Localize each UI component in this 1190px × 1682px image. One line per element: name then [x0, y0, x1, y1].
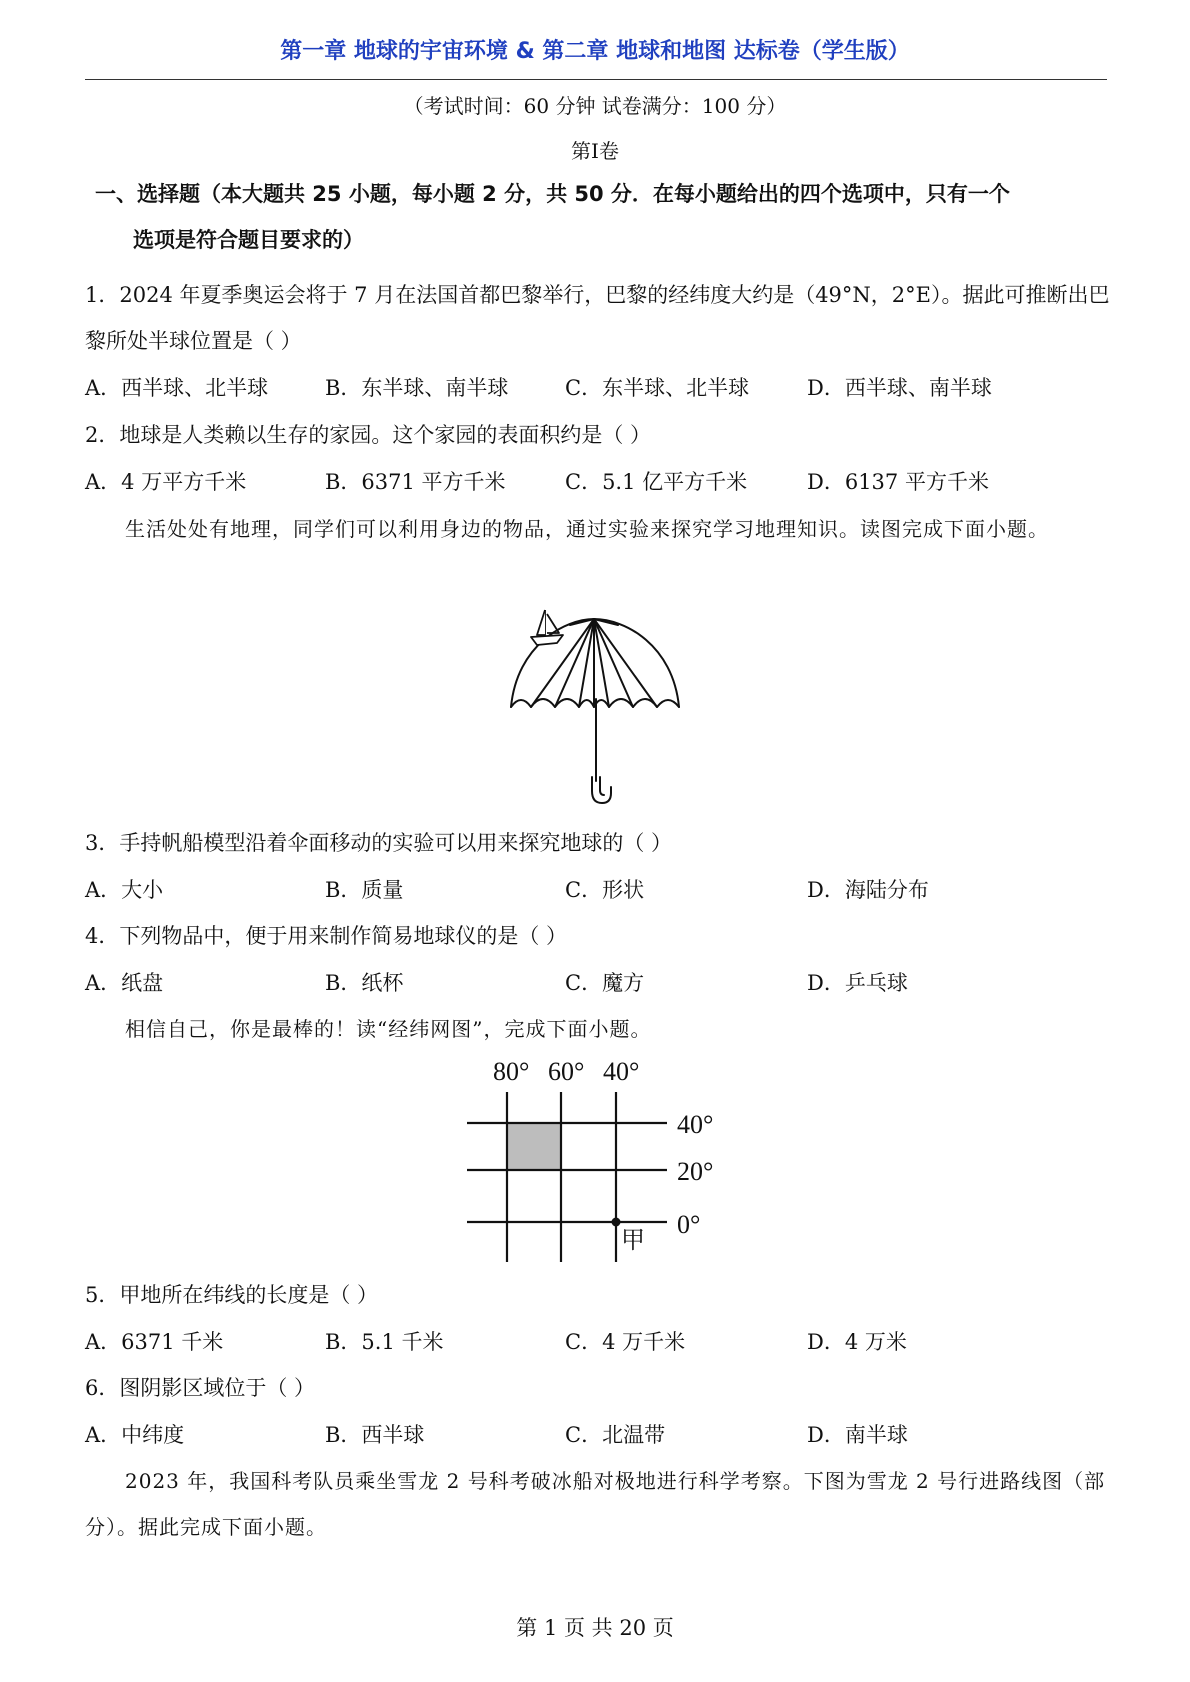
page-number: 第 1 页 共 20 页 [516, 1616, 674, 1640]
option-d[interactable]: D．南半球 [807, 1423, 908, 1447]
option-c[interactable]: C．形状 [565, 878, 645, 902]
intro-paragraph-1: 生活处处有地理，同学们可以利用身边的物品，通过实验来探究学习地理知识。读图完成下面小题。 [125, 517, 1049, 541]
question-6-stem: 6．图阴影区域位于（ ） [85, 1376, 316, 1400]
latitude-label-0: 0° [677, 1210, 701, 1239]
option-d[interactable]: D．西半球、南半球 [807, 376, 992, 400]
question-6-options [85, 1412, 1110, 1458]
option-b[interactable]: B．纸杯 [325, 971, 404, 995]
option-a[interactable]: A．纸盘 [85, 971, 164, 995]
option-b[interactable]: B．西半球 [325, 1423, 425, 1447]
longitude-label-80: 80° [493, 1057, 530, 1086]
umbrella-handle [592, 777, 611, 803]
section-heading-line2: 选项是符合题目要求的） [133, 228, 364, 252]
longitude-label-60: 60° [548, 1057, 585, 1086]
question-2-options [85, 459, 1110, 505]
question-2-stem: 2．地球是人类赖以生存的家园。这个家园的表面积约是（ ） [85, 423, 652, 447]
question-5-stem: 5．甲地所在纬线的长度是（ ） [85, 1283, 379, 1307]
question-1-options [85, 365, 1110, 411]
option-a[interactable]: A．中纬度 [85, 1423, 185, 1447]
volume-title: 第Ⅰ卷 [571, 139, 619, 163]
option-b[interactable]: B．5.1 千米 [325, 1330, 444, 1354]
longitude-label-40: 40° [603, 1057, 640, 1086]
option-b[interactable]: B．质量 [325, 878, 404, 902]
option-b[interactable]: B．东半球、南半球 [325, 376, 509, 400]
option-a[interactable]: A．6371 千米 [85, 1330, 224, 1354]
point-jia-marker [612, 1218, 621, 1227]
option-c[interactable]: C．东半球、北半球 [565, 376, 750, 400]
section-heading-line1: 一、选择题（本大题共 25 小题，每小题 2 分，共 50 分．在每小题给出的四个选项中，只有一个 [95, 182, 1010, 206]
option-d[interactable]: D．6137 平方千米 [807, 470, 989, 494]
option-d[interactable]: D．乒乓球 [807, 971, 908, 995]
point-jia-label: 甲 [621, 1226, 645, 1254]
option-d[interactable]: D．海陆分布 [807, 878, 929, 902]
question-4-options [85, 960, 1110, 1006]
sailboat-model [531, 610, 563, 645]
intro-paragraph-3: 2023 年，我国科考队员乘坐雪龙 2 号科考破冰船对极地进行科学考察。下图为雪龙 2 号行进路线图（部分）。据此完成下面小题。 [85, 1469, 1106, 1539]
option-c[interactable]: C．5.1 亿平方千米 [565, 470, 748, 494]
question-5-options [85, 1319, 1110, 1365]
option-a[interactable]: A．大小 [85, 878, 164, 902]
option-b[interactable]: B．6371 平方千米 [325, 470, 506, 494]
latitude-label-20: 20° [677, 1157, 714, 1186]
option-c[interactable]: C．北温带 [565, 1423, 666, 1447]
page-header-title: 第一章 地球的宇宙环境 & 第二章 地球和地图 达标卷（学生版） [280, 39, 910, 64]
shaded-region [507, 1123, 561, 1170]
question-4-stem: 4．下列物品中，便于用来制作简易地球仪的是（ ） [85, 924, 568, 948]
question-3-stem: 3．手持帆船模型沿着伞面移动的实验可以用来探究地球的（ ） [85, 831, 673, 855]
question-1-stem: 1．2024 年夏季奥运会将于 7 月在法国首都巴黎举行，巴黎的经纬度大约是（49°N，2°E）。据此可推断出巴黎所处半球位置是（ ） [85, 283, 1110, 353]
option-d[interactable]: D．4 万米 [807, 1330, 907, 1354]
intro-paragraph-2: 相信自己，你是最棒的！读“经纬网图”，完成下面小题。 [125, 1017, 652, 1041]
option-c[interactable]: C．4 万千米 [565, 1330, 686, 1354]
latitude-label-40: 40° [677, 1110, 714, 1139]
exam-info: （考试时间：60 分钟 试卷满分：100 分） [403, 94, 787, 118]
lat-long-grid-figure [455, 1050, 735, 1265]
umbrella-figure [505, 605, 685, 810]
option-a[interactable]: A．西半球、北半球 [85, 376, 269, 400]
question-3-options [85, 867, 1110, 913]
header-divider [85, 79, 1107, 80]
option-a[interactable]: A．4 万平方千米 [85, 470, 247, 494]
section-heading [95, 171, 1110, 263]
option-c[interactable]: C．魔方 [565, 971, 645, 995]
